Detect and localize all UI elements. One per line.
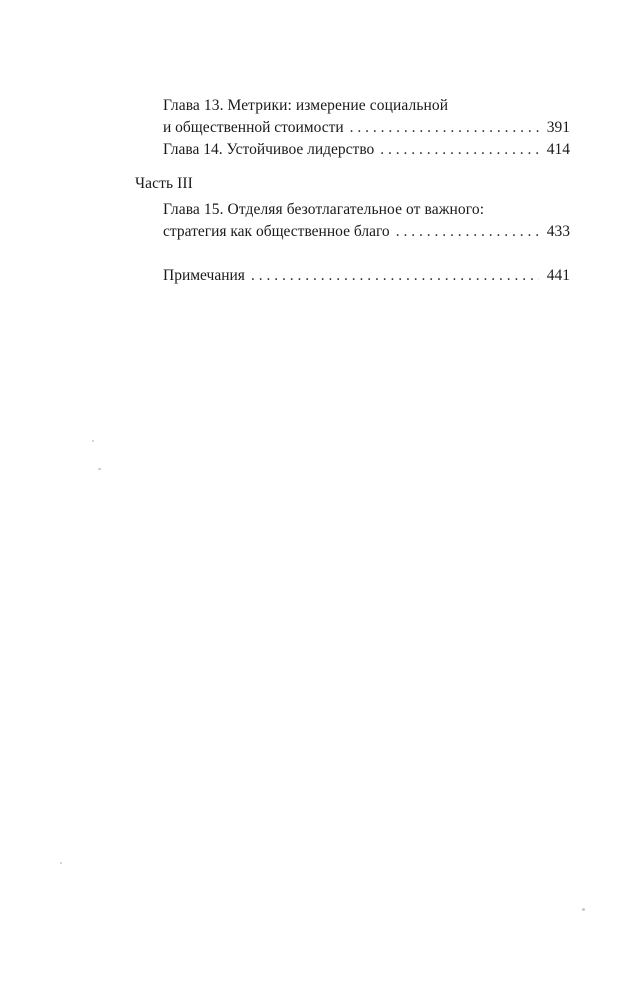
- toc-entry-ch15-title-line1: Глава 15. Отделяя безотлагательное от важного:: [163, 201, 485, 218]
- scan-speck: [60, 862, 62, 864]
- page-number: 441: [546, 267, 570, 284]
- page-number: 433: [546, 223, 570, 240]
- dot-leader: [350, 118, 539, 138]
- toc-entry-ch13-title-line2: и общественной стоимости: [163, 119, 344, 136]
- page-number: 391: [546, 119, 570, 136]
- dot-leader: [380, 140, 538, 160]
- toc-part-heading: Часть III: [135, 175, 193, 192]
- toc-entry-notes-title: Примечания: [163, 267, 245, 284]
- toc-entry-ch13[interactable]: [163, 118, 570, 138]
- toc-entry-ch15-title-line2: стратегия как общественное благо: [163, 223, 390, 240]
- page-number: 414: [546, 141, 570, 158]
- scan-speck: [92, 440, 94, 442]
- dot-leader: [251, 266, 539, 286]
- toc-entry-ch15[interactable]: [163, 222, 570, 242]
- toc-entry-ch13-title-line1: Глава 13. Метрики: измерение социальной: [163, 97, 449, 114]
- toc-entry-notes[interactable]: [163, 266, 570, 286]
- scan-speck: [582, 908, 585, 911]
- dot-leader: [396, 222, 539, 242]
- toc-entry-ch14[interactable]: [163, 140, 570, 160]
- toc-entry-ch14-title: Глава 14. Устойчивое лидерство: [163, 141, 375, 158]
- scan-speck: [98, 468, 101, 470]
